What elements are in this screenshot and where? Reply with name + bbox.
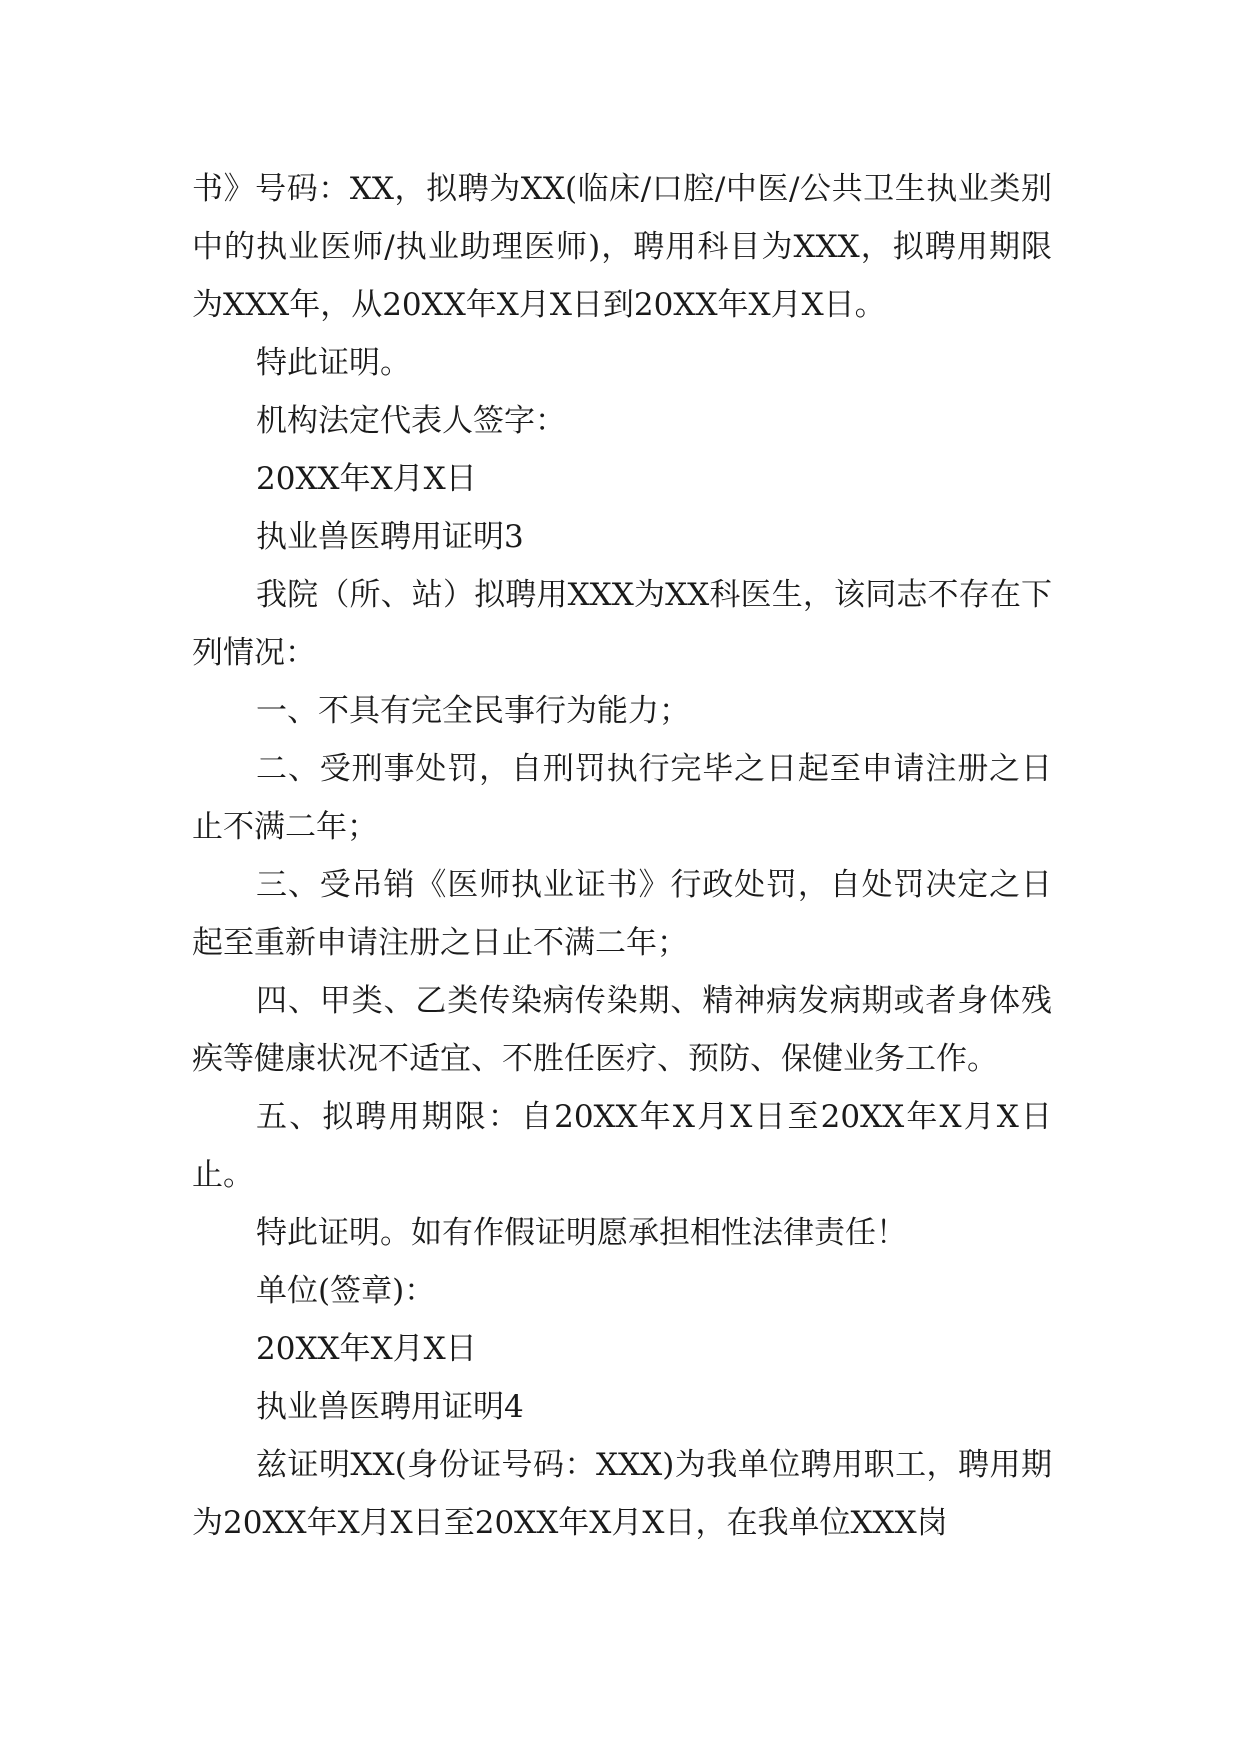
- paragraph-5: 执业兽医聘用证明3: [256, 519, 524, 555]
- paragraph-1: 书》号码：XX，拟聘为XX(临床/口腔/中医/公共卫生执业类别中的执业医师/执业助理医师)，聘用科目为XXX，拟聘用期限为XXX年，从20XX年X月X日到20XX年X月X日。: [192, 171, 1052, 323]
- paragraph-9: 三、受吊销《医师执业证书》行政处罚，自处罚决定之日起至重新申请注册之日止不满二年；: [192, 867, 1052, 961]
- paragraph-7: 一、不具有完全民事行为能力；: [256, 693, 690, 729]
- document-body: [192, 160, 1052, 1552]
- paragraph-8: 二、受刑事处罚，自刑罚执行完毕之日起至申请注册之日止不满二年；: [192, 751, 1052, 845]
- paragraph-15: 执业兽医聘用证明4: [256, 1389, 524, 1425]
- paragraph-2: 特此证明。: [256, 345, 411, 381]
- paragraph-4: 20XX年X月X日: [256, 461, 477, 497]
- paragraph-16: 兹证明XX(身份证号码：XXX)为我单位聘用职工，聘用期为20XX年X月X日至20XX年X月X日，在我单位XXX岗: [192, 1447, 1052, 1541]
- paragraph-10: 四、甲类、乙类传染病传染期、精神病发病期或者身体残疾等健康状况不适宜、不胜任医疗、预防、保健业务工作。: [192, 983, 1052, 1077]
- paragraph-6: 我院（所、站）拟聘用XXX为XX科医生，该同志不存在下列情况：: [192, 577, 1052, 671]
- paragraph-14: 20XX年X月X日: [256, 1331, 477, 1367]
- paragraph-12: 特此证明。如有作假证明愿承担相性法律责任！: [256, 1215, 907, 1251]
- paragraph-3: 机构法定代表人签字：: [256, 403, 566, 439]
- paragraph-11: 五、拟聘用期限：自20XX年X月X日至20XX年X月X日止。: [192, 1099, 1052, 1193]
- paragraph-13: 单位(签章)：: [256, 1273, 436, 1309]
